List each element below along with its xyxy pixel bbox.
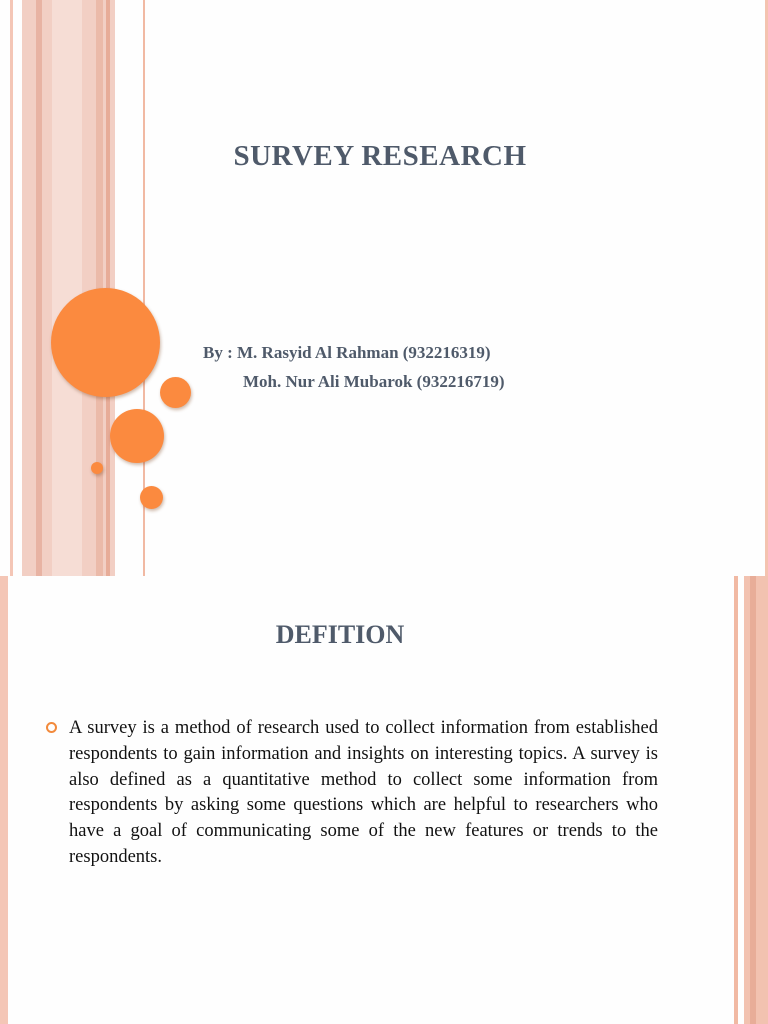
definition-paragraph: A survey is a method of research used to collect information from established respondents to gain information and insights on interesting topics. A survey is also defined as a quantitative method to collect some information from respondents by asking some questions which are helpful to researchers who have a goal of communicating some of the new features or trends to the respondents. bbox=[69, 718, 658, 867]
decorative-band bbox=[744, 576, 768, 1024]
medium-circle-decoration bbox=[110, 409, 164, 463]
decorative-band bbox=[36, 0, 42, 576]
tiny-circle-decoration bbox=[91, 462, 103, 474]
decorative-band bbox=[734, 576, 738, 1024]
decorative-band bbox=[750, 576, 756, 1024]
decorative-band bbox=[10, 0, 13, 576]
definition-slide bbox=[0, 576, 768, 1024]
bullet-circle-icon bbox=[46, 722, 57, 733]
author-line-1: By : M. Rasyid Al Rahman (932216319) bbox=[203, 343, 491, 362]
slide-heading: DEFITION bbox=[275, 620, 405, 649]
small-circle-decoration bbox=[140, 486, 163, 509]
large-circle-decoration bbox=[51, 288, 160, 397]
decorative-band bbox=[0, 576, 8, 1024]
decorative-band bbox=[52, 0, 82, 576]
author-line-2: Moh. Nur Ali Mubarok (932216719) bbox=[243, 372, 505, 391]
small-circle-decoration bbox=[160, 377, 191, 408]
slide-title: SURVEY RESEARCH bbox=[233, 140, 527, 172]
